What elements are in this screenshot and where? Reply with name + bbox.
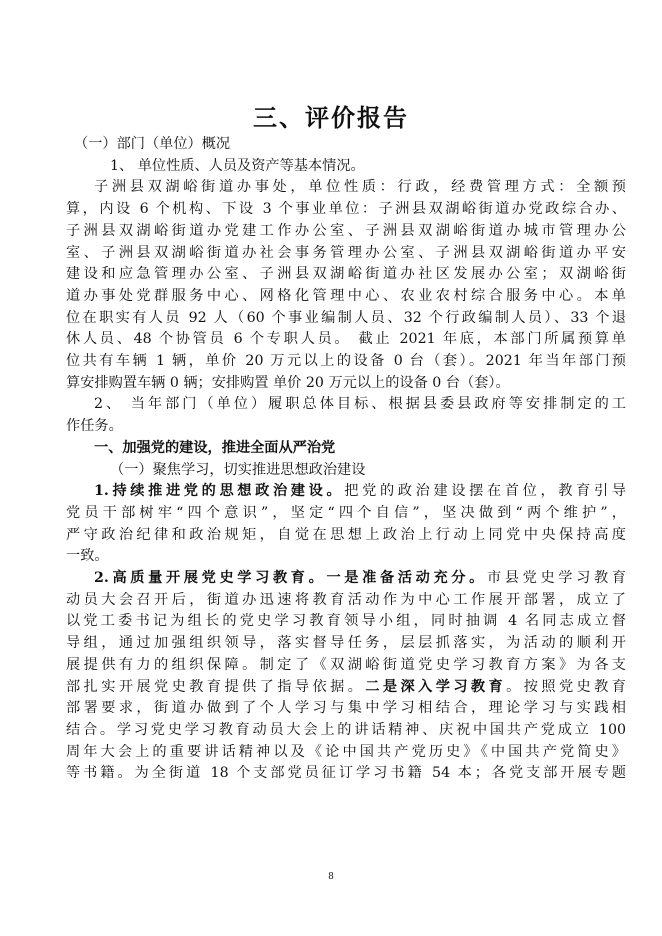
bold-text: 1.持续推进党的思想政治建设。 <box>94 483 345 500</box>
text-segment: 作任务。 <box>66 418 123 435</box>
text-line <box>66 438 626 460</box>
text-segment: 一致。 <box>66 548 109 565</box>
text-line <box>66 677 626 699</box>
text-line <box>66 308 626 330</box>
text-line <box>66 611 626 633</box>
text-line <box>66 134 626 156</box>
text-segment: 道办事处党群服务中心、网格化管理中心、农业农村综合服务中心。本单 <box>66 287 626 304</box>
text-line <box>66 460 626 482</box>
text-segment: （一）部门（单位）概况 <box>74 136 231 152</box>
text-segment: 党员干部树牢“四个意识”，坚定“四个自信”，坚决做到“两个维护”， <box>66 504 626 521</box>
text-segment: 市县党史学习教育 <box>486 570 626 587</box>
page-title: 三、评价报告 <box>253 104 409 132</box>
text-segment: 把党的政治建设摆在首位，教育引导 <box>344 483 626 500</box>
text-segment: 等书籍。为全街道 18 个支部党员征订学习书籍 54 本；各党支部开展专题 <box>66 765 626 782</box>
text-line <box>66 177 626 199</box>
text-segment: 2、 当年部门（单位）履职总体目标、根据县委县政府等安排制定的工 <box>94 396 626 413</box>
text-line <box>66 481 626 503</box>
text-line <box>66 568 626 590</box>
text-segment: 。按照党史教育 <box>506 678 626 695</box>
text-segment: 部署要求，街道办做到了个人学习与集中学习相结合，理论学习与实践相 <box>66 700 626 717</box>
text-segment: 算，内设 6 个机构、下设 3 个事业单位：子洲县双湖峪街道办党政综合办、 <box>66 201 626 218</box>
text-line <box>66 243 626 265</box>
text-line <box>66 742 626 764</box>
bold-text: 2.高质量开展党史学习教育。一是准备活动充分。 <box>94 570 487 587</box>
text-line <box>66 655 626 677</box>
text-line <box>66 351 626 373</box>
text-segment: （一）聚焦学习，切实推进思想政治建设 <box>110 461 366 478</box>
text-line <box>66 525 626 547</box>
text-segment: 周年大会上的重要讲话精神以及《论中国共产党历史》《中国共产党简史》 <box>66 743 626 760</box>
text-line <box>66 264 626 286</box>
text-segment: 1、 单位性质、人员及资产等基本情况。 <box>110 157 365 174</box>
text-line <box>66 221 626 243</box>
bold-text: 二是深入学习教育 <box>365 678 507 695</box>
text-segment: 子洲县双湖峪街道办党建工作办公室、子洲县双湖峪街道办城市管理办公 <box>66 222 626 239</box>
text-line <box>66 720 626 742</box>
text-segment: 展提供有力的组织保障。制定了《双湖峪街道党史学习教育方案》为各支 <box>66 656 626 673</box>
text-segment: 建设和应急管理办公室、子洲县双湖峪街道办社区发展办公室；双湖峪街 <box>66 266 626 283</box>
text-segment: 休人员、48 个协管员 6 个专职人员。 截止 2021 年底，本部门所属预算单 <box>66 331 626 348</box>
text-line <box>66 416 626 438</box>
text-line <box>66 329 626 351</box>
text-segment: 以党工委书记为组长的党史学习教育领导小组，同时抽调 4 名同志成立督 <box>66 613 626 630</box>
text-segment: 位在职实有人员 92 人（60 个事业编制人员、32 个行政编制人员）、33 个退 <box>66 309 626 326</box>
text-line <box>66 394 626 416</box>
text-line <box>66 199 626 221</box>
text-line <box>66 698 626 720</box>
text-line <box>66 763 626 785</box>
text-line <box>66 590 626 612</box>
page-number: 8 <box>328 872 334 882</box>
text-line <box>66 503 626 525</box>
text-line <box>66 633 626 655</box>
text-segment: 算安排购置车辆 0 辆；安排购置 单价 20 万元以上的设备 0 台（套）。 <box>66 374 510 391</box>
text-segment: 导组，通过加强组织领导，落实督导任务，层层抓落实，为活动的顺利开 <box>66 635 626 652</box>
text-segment: 结合。学习党史学习教育动员大会上的讲话精神、庆祝中国共产党成立 100 <box>66 721 626 738</box>
text-line <box>66 156 626 178</box>
text-segment: 位共有车辆 1 辆，单价 20 万元以上的设备 0 台（套）。2021 年当年部门预 <box>66 353 626 370</box>
text-line <box>66 286 626 308</box>
text-segment: 子洲县双湖峪街道办事处，单位性质：行政，经费管理方式：全额预 <box>94 179 626 196</box>
text-segment: 室、子洲县双湖峪街道办社会事务管理办公室、子洲县双湖峪街道办平安 <box>66 244 626 261</box>
document-body <box>66 134 626 785</box>
text-segment: 部扎实开展党史教育提供了指导依据。 <box>66 678 366 695</box>
text-line <box>66 373 626 395</box>
text-segment: 动员大会召开后，街道办迅速将教育活动作为中心工作展开部署，成立了 <box>66 591 626 608</box>
text-segment: 严守政治纪律和政治规矩，自觉在思想上政治上行动上同党中央保持高度 <box>66 526 626 543</box>
bold-text: 一、加强党的建设，推进全面从严治党 <box>94 439 336 456</box>
text-line <box>66 546 626 568</box>
